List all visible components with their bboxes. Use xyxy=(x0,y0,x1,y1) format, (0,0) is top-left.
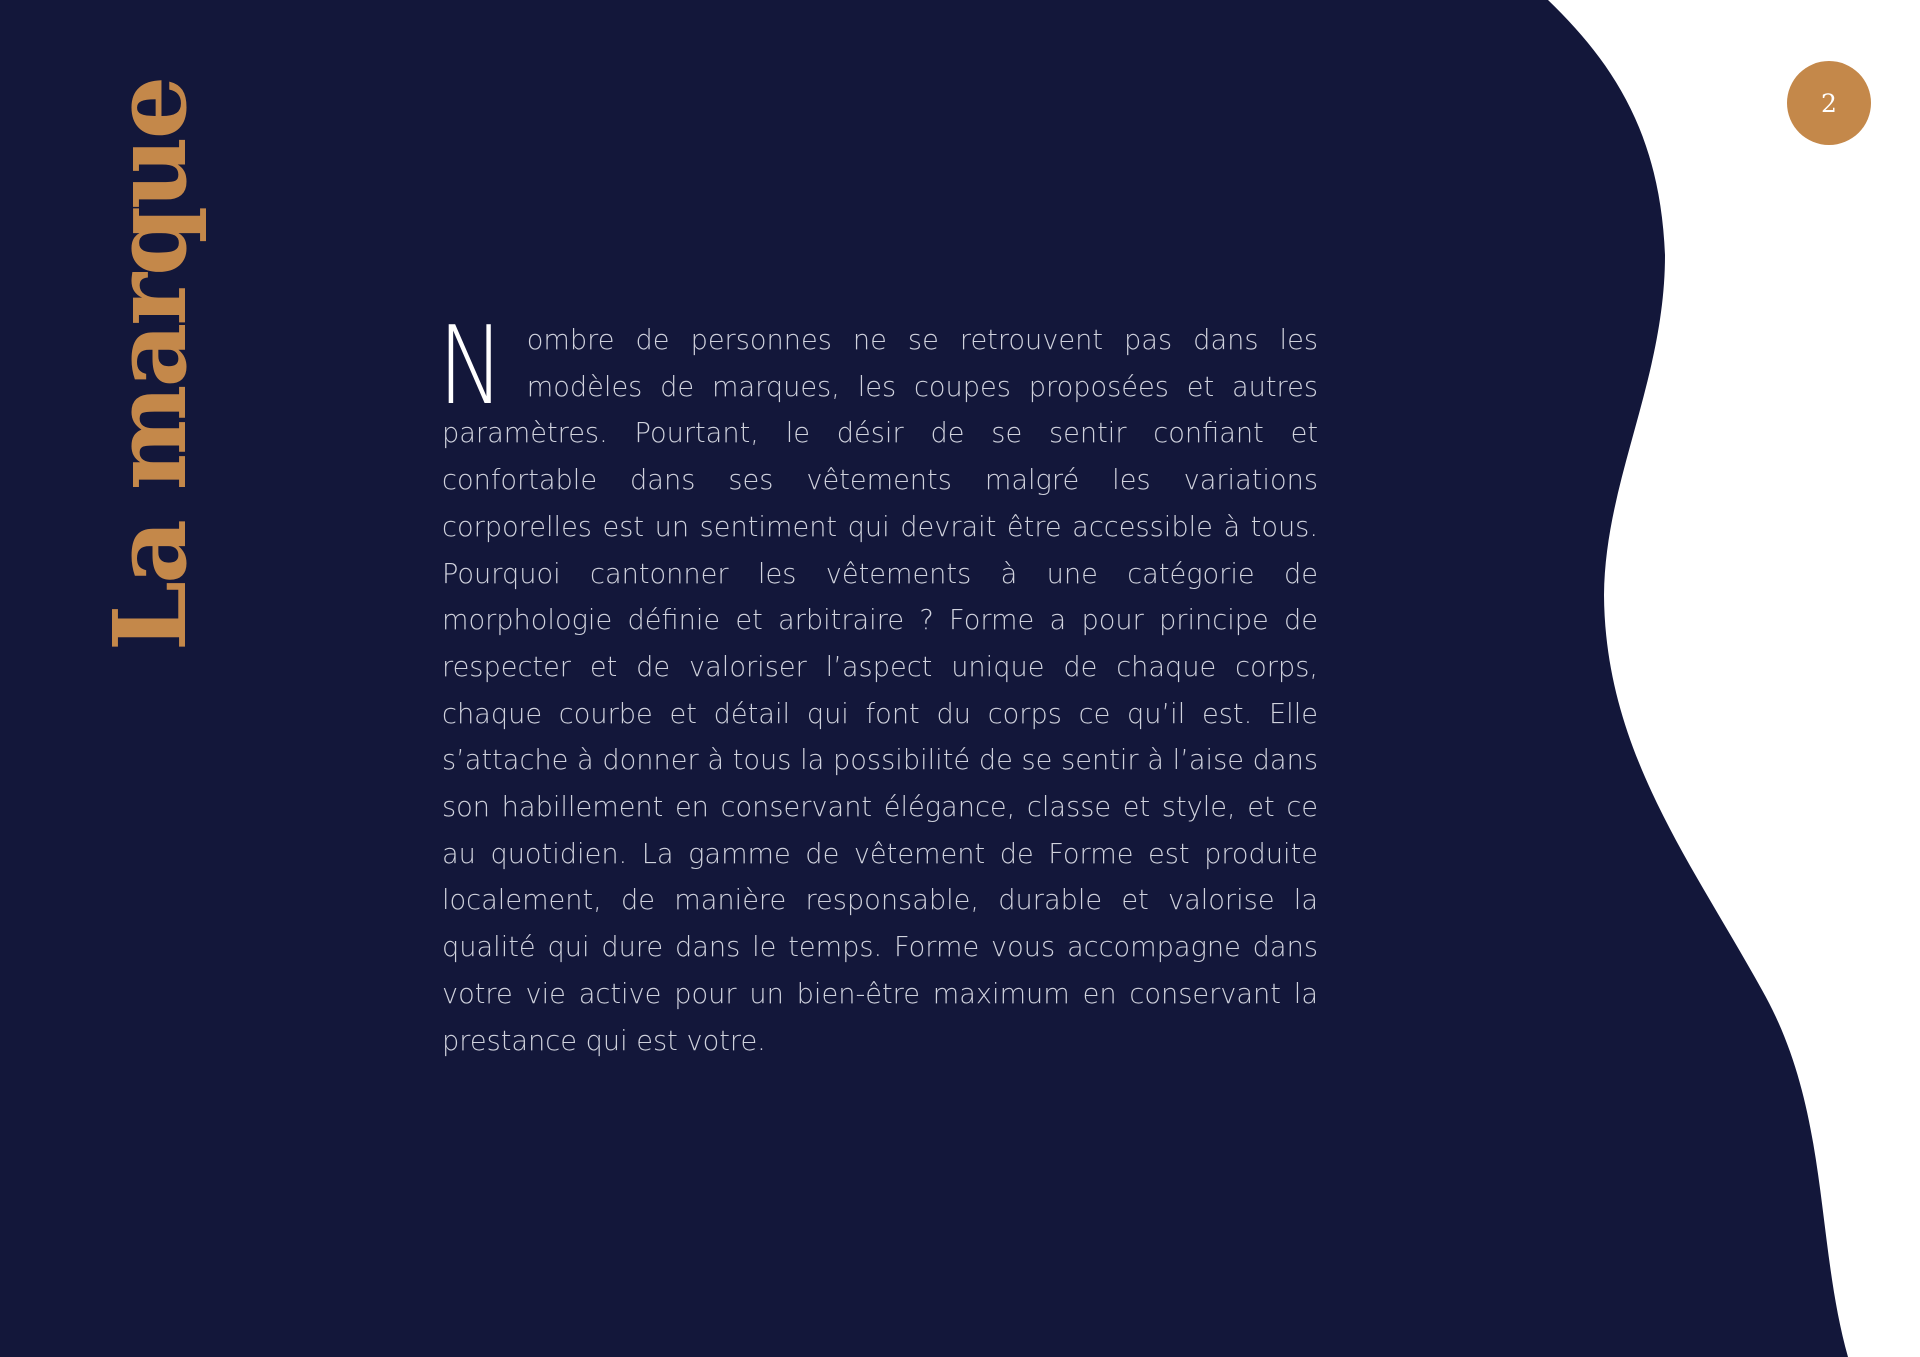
page-number-badge xyxy=(1787,61,1871,145)
drop-cap: N xyxy=(438,304,505,429)
body-paragraph xyxy=(438,304,1318,1065)
body-text: ombre de personnes ne se retrouvent pas dans les modèles de marques, les coupes proposées et autres paramètres. Pourtant, le désir de se sentir confiant et confortable dans ses vêtements malgré les variations corporelles est un sentiment qui devrait être accessible à tous. Pourquoi cantonner les vêtements à une catégorie de morphologie définie et arbitraire ? Forme a pour principe de respecter et de valoriser l’aspect unique de chaque corps, chaque courbe et détail qui font du corps ce qu’il est. Elle s’attache à donner à tous la possibilité de se sentir à l’aise dans son habillement en conservant élégance, classe et style, et ce au quotidien. La gamme de vêtement de Forme est produite localement, de manière responsable, durable et valorise la qualité qui dure dans le temps. Forme vous accompagne dans votre vie active pour un bien-être maximum en conservant la prestance qui est votre. xyxy=(442,325,1318,1057)
page-number: 2 xyxy=(1821,88,1837,118)
title-container xyxy=(91,78,209,652)
page-title: La marque xyxy=(91,78,209,652)
